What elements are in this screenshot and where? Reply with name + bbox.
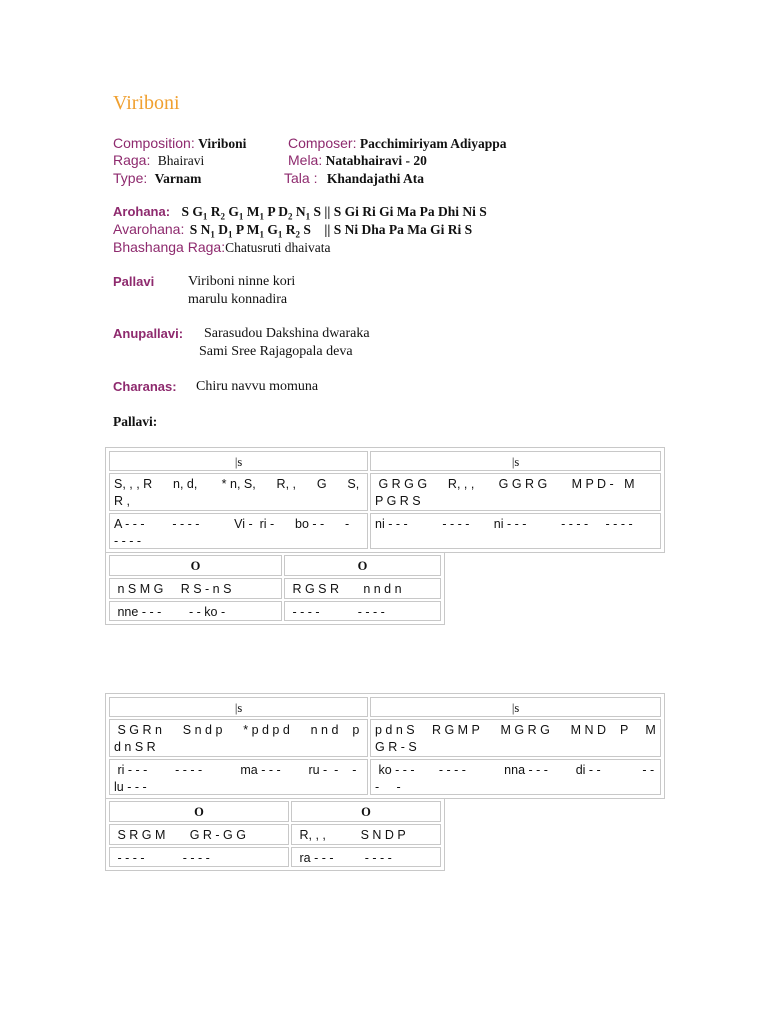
table2-swara-right: p d n S R G M P M G R G M N D P M G R - S (370, 719, 661, 757)
tala-label: Tala : (284, 170, 318, 186)
table2-o-swara-1: S R G M G R - G G (109, 824, 289, 845)
avarohana-notation: S $N_1$ $D_1$ P $M_1$ $G_1$ $R_2$ S (189, 222, 322, 240)
table2-swara-left: S G R n S n d p * p d p d n n d p d n S R (109, 719, 368, 757)
table2-o-swara-2: R, , , S N D P (291, 824, 441, 845)
tala-value: Khandajathi Ata (326, 171, 424, 186)
charanas-line: Chiru navvu momuna (196, 379, 319, 394)
mela-label: Mela: (288, 152, 323, 168)
table1-o-sahitya-2: - - - - - - - - (284, 601, 441, 621)
table2-o-head-1: O (109, 801, 289, 822)
raga-row (113, 152, 204, 169)
table1-o-swara-2: R G S R n n d n (284, 578, 441, 599)
notation-table-1-o (105, 552, 445, 625)
table1-head-left: |s (109, 451, 368, 471)
anupallavi-line-1: Sarasudou Dakshina dwaraka (204, 326, 370, 341)
table1-head-right: |s (370, 451, 661, 471)
notation-table-1 (105, 447, 665, 553)
avarohana-row (113, 221, 472, 240)
table2-o-sahitya-2: ra - - - - - - - (291, 847, 441, 867)
type-value: Varnam (154, 171, 202, 186)
notation-table-2 (105, 693, 665, 799)
table2-o-head-2: O (291, 801, 441, 822)
arohana-row (113, 204, 487, 222)
anupallavi-label (113, 326, 183, 342)
bhashanga-value: Chatusruti dhaivata (225, 240, 331, 255)
anupallavi-label-text: Anupallavi: (113, 326, 184, 341)
pallavi-label (113, 274, 154, 290)
anupallavi-line-2: Sami Sree Rajagopala deva (199, 344, 353, 359)
table1-sahitya-right: ni - - - - - - - ni - - - - - - - - - - - (370, 513, 661, 549)
table1-swara-left: S, , , R n, d, * n, S, R, , G S, R , (109, 473, 368, 511)
table2-head-right: |s (370, 697, 661, 717)
raga-label: Raga: (113, 152, 151, 168)
pallavi-line-1: Viriboni ninne kori (188, 274, 296, 289)
pallavi-line-2: marulu konnadira (188, 292, 288, 307)
table2-head-left: |s (109, 697, 368, 717)
tala-row (284, 170, 424, 187)
type-label: Type: (113, 170, 148, 186)
raga-value: Bhairavi (157, 153, 205, 168)
table2-sahitya-left: ri - - - - - - - ma - - - ru - - - lu - - - (109, 759, 368, 795)
table1-o-sahitya-1: nne - - - - - ko - (109, 601, 282, 621)
bhashanga-row (113, 239, 330, 256)
notation-table-2-o (105, 798, 445, 871)
avarohana-label: Avarohana: (113, 221, 185, 237)
composer-value: Pacchimiriyam Adiyappa (359, 136, 507, 151)
arohana-label: Arohana: (113, 204, 171, 219)
table2-o-sahitya-1: - - - - - - - - (109, 847, 289, 867)
composer-label: Composer: (288, 135, 357, 151)
bhashanga-label: Bhashanga Raga: (113, 239, 226, 255)
arohana-names: || S Gi Ri Gi Ma Pa Dhi Ni S (324, 204, 487, 219)
table1-swara-right: G R G G R, , , G G R G M P D - M P G R S (370, 473, 661, 511)
page-title: Viriboni (113, 92, 180, 114)
notation-heading: Pallavi: (113, 414, 158, 429)
table1-sahitya-left: A - - - - - - - Vi - ri - bo - - - - - - - (109, 513, 368, 549)
mela-row (288, 152, 427, 169)
table2-sahitya-right: ko - - - - - - - nna - - - di - - - - - - (370, 759, 661, 795)
charanas-label-text: Charanas: (113, 379, 177, 394)
table1-o-swara-1: n S M G R S - n S (109, 578, 282, 599)
mela-value: Natabhairavi - 20 (325, 153, 427, 168)
composition-value: Viriboni (198, 136, 247, 151)
table1-o-head-1: O (109, 555, 282, 576)
composer-row (288, 135, 506, 152)
arohana-notation: S $G_1$ $R_2$ $G_1$ $M_1$ P $D_2$ $N_1$ S (181, 204, 321, 222)
composition-row (113, 135, 246, 152)
table1-o-head-2: O (284, 555, 441, 576)
avarohana-names: || S Ni Dha Pa Ma Gi Ri S (324, 222, 473, 237)
pallavi-label-text: Pallavi (113, 274, 155, 289)
composition-label: Composition: (113, 135, 195, 151)
charanas-label (113, 379, 177, 395)
type-row (113, 170, 201, 187)
